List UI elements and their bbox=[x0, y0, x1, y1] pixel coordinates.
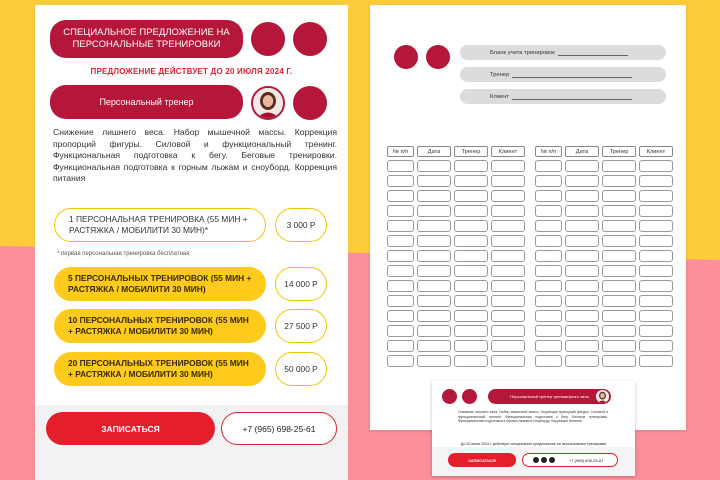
log-cell[interactable] bbox=[602, 295, 636, 307]
log-cell[interactable] bbox=[387, 220, 414, 232]
log-cell[interactable] bbox=[387, 190, 414, 202]
log-cell[interactable] bbox=[454, 175, 488, 187]
log-cell[interactable] bbox=[491, 250, 525, 262]
col-header-trainer: Тренер bbox=[454, 146, 488, 157]
log-cell[interactable] bbox=[491, 295, 525, 307]
log-cell[interactable] bbox=[387, 325, 414, 337]
log-cell[interactable] bbox=[639, 355, 673, 367]
trainer-photo-icon bbox=[596, 390, 609, 403]
log-cell[interactable] bbox=[639, 160, 673, 172]
log-cell[interactable] bbox=[602, 265, 636, 277]
card-phone-number: +7 (965) 698-25-61 bbox=[569, 457, 604, 463]
log-cell[interactable] bbox=[491, 220, 525, 232]
log-cell[interactable] bbox=[387, 355, 414, 367]
log-cell[interactable] bbox=[454, 325, 488, 337]
package-5-title: 5 ПЕРСОНАЛЬНЫХ ТРЕНИРОВОК (55 МИН + РАСТЯЖКА / МОБИЛИТИ 30 МИН) bbox=[54, 267, 266, 301]
card-avatar bbox=[595, 389, 610, 404]
col-header-client: Клиент bbox=[639, 146, 673, 157]
log-trainer-field[interactable] bbox=[460, 67, 666, 82]
log-cell[interactable] bbox=[565, 205, 599, 217]
offer-deadline: ПРЕДЛОЖЕНИЕ ДЕЙСТВУЕТ ДО 20 ИЮЛЯ 2024 Г. bbox=[90, 67, 293, 76]
log-cell[interactable] bbox=[491, 310, 525, 322]
vk-icon[interactable] bbox=[541, 457, 547, 463]
log-cell[interactable] bbox=[454, 160, 488, 172]
log-cell[interactable] bbox=[491, 160, 525, 172]
signup-button[interactable]: ЗАПИСАТЬСЯ bbox=[46, 412, 215, 445]
log-cell[interactable] bbox=[565, 220, 599, 232]
log-cell[interactable] bbox=[639, 235, 673, 247]
log-cell[interactable] bbox=[565, 355, 599, 367]
log-cell[interactable] bbox=[535, 325, 562, 337]
footnote: * первая персональная тренировка бесплатная bbox=[57, 251, 190, 257]
decor-circle bbox=[251, 22, 285, 56]
log-title-field bbox=[460, 45, 666, 60]
log-cell[interactable] bbox=[535, 190, 562, 202]
log-cell[interactable] bbox=[491, 235, 525, 247]
log-cell[interactable] bbox=[602, 235, 636, 247]
log-cell[interactable] bbox=[602, 325, 636, 337]
log-cell[interactable] bbox=[535, 205, 562, 217]
training-log-sheet bbox=[370, 5, 686, 430]
log-cell[interactable] bbox=[454, 340, 488, 352]
col-header-client: Клиент bbox=[491, 146, 525, 157]
log-cell[interactable] bbox=[565, 190, 599, 202]
log-cell[interactable] bbox=[639, 205, 673, 217]
log-cell[interactable] bbox=[565, 340, 599, 352]
log-cell[interactable] bbox=[639, 265, 673, 277]
col-header-trainer: Тренер bbox=[602, 146, 636, 157]
log-cell[interactable] bbox=[602, 340, 636, 352]
package-1-title: 1 ПЕРСОНАЛЬНАЯ ТРЕНИРОВКА (55 МИН + РАСТЯЖКА / МОБИЛИТИ 30 МИН)* bbox=[54, 208, 266, 242]
offer-title: СПЕЦИАЛЬНОЕ ПРЕДЛОЖЕНИЕ НА ПЕРСОНАЛЬНЫЕ ТРЕНИРОВКИ bbox=[50, 20, 243, 58]
log-table-right bbox=[535, 146, 673, 367]
log-cell[interactable] bbox=[602, 160, 636, 172]
log-cell[interactable] bbox=[602, 190, 636, 202]
trainer-avatar bbox=[251, 86, 285, 120]
log-cell[interactable] bbox=[417, 295, 451, 307]
log-cell[interactable] bbox=[417, 220, 451, 232]
log-cell[interactable] bbox=[491, 355, 525, 367]
log-cell[interactable] bbox=[454, 250, 488, 262]
log-cell[interactable] bbox=[535, 295, 562, 307]
col-header-number: № п/п bbox=[387, 146, 414, 157]
decor-circle bbox=[426, 45, 450, 69]
log-cell[interactable] bbox=[535, 280, 562, 292]
log-cell[interactable] bbox=[639, 190, 673, 202]
log-cell[interactable] bbox=[387, 295, 414, 307]
phone-button[interactable]: +7 (965) 698-25-61 bbox=[221, 412, 337, 445]
log-cell[interactable] bbox=[454, 355, 488, 367]
log-table-left bbox=[387, 146, 525, 367]
log-cell[interactable] bbox=[417, 325, 451, 337]
log-cell[interactable] bbox=[491, 280, 525, 292]
card-phone-button[interactable] bbox=[522, 453, 618, 467]
card-signup-button[interactable]: ЗАПИСАТЬСЯ bbox=[448, 453, 516, 467]
col-header-date: Дата bbox=[417, 146, 451, 157]
log-cell[interactable] bbox=[387, 235, 414, 247]
log-cell[interactable] bbox=[565, 160, 599, 172]
package-1-price: 3 000 Р bbox=[275, 208, 327, 242]
log-cell[interactable] bbox=[387, 310, 414, 322]
log-cell[interactable] bbox=[454, 220, 488, 232]
log-cell[interactable] bbox=[639, 175, 673, 187]
log-cell[interactable] bbox=[535, 310, 562, 322]
log-cell[interactable] bbox=[491, 175, 525, 187]
log-cell[interactable] bbox=[565, 295, 599, 307]
log-cell[interactable] bbox=[387, 265, 414, 277]
whatsapp-icon[interactable] bbox=[549, 457, 555, 463]
log-cell[interactable] bbox=[417, 235, 451, 247]
log-cell[interactable] bbox=[639, 280, 673, 292]
trainer-photo-icon bbox=[253, 88, 283, 118]
package-5-price: 14 000 Р bbox=[275, 267, 327, 301]
log-cell[interactable] bbox=[535, 250, 562, 262]
log-cell[interactable] bbox=[535, 235, 562, 247]
log-cell[interactable] bbox=[565, 325, 599, 337]
trainer-label: Персональный тренер bbox=[50, 85, 243, 119]
log-cell[interactable] bbox=[602, 220, 636, 232]
log-cell[interactable] bbox=[565, 265, 599, 277]
log-cell[interactable] bbox=[417, 340, 451, 352]
log-cell[interactable] bbox=[639, 295, 673, 307]
log-cell[interactable] bbox=[491, 325, 525, 337]
log-cell[interactable] bbox=[387, 250, 414, 262]
decor-circle bbox=[293, 22, 327, 56]
log-cell[interactable] bbox=[535, 340, 562, 352]
log-cell[interactable] bbox=[491, 205, 525, 217]
card-title: Персональный тренер тренажерного зала bbox=[488, 389, 611, 404]
log-cell[interactable] bbox=[535, 265, 562, 277]
log-cell[interactable] bbox=[454, 235, 488, 247]
business-card bbox=[432, 381, 635, 476]
log-cell[interactable] bbox=[454, 295, 488, 307]
log-cell[interactable] bbox=[535, 220, 562, 232]
log-cell[interactable] bbox=[387, 280, 414, 292]
log-cell[interactable] bbox=[535, 160, 562, 172]
log-trainer-label: Тренер bbox=[490, 71, 510, 78]
services-description: Снижение лишнего веса. Набор мышечной массы. Коррекция пропорций фигуры. Силовой и функциональный тренинг. Функциональная подготовка к бегу. Беговые тренировки. Функциональная подготовка к горным лыжам и сноуборд. Коррекция питания bbox=[53, 127, 337, 184]
log-cell[interactable] bbox=[454, 280, 488, 292]
log-cell[interactable] bbox=[602, 355, 636, 367]
log-client-field[interactable] bbox=[460, 89, 666, 104]
package-20-price: 50 000 Р bbox=[275, 352, 327, 386]
log-cell[interactable] bbox=[602, 205, 636, 217]
log-cell[interactable] bbox=[454, 190, 488, 202]
card-description: Снижение лишнего веса. Набор мышечной массы. Коррекция пропорций фигуры. Силовой и функциональный тренинг. Функциональная подготовка к бегу. Беговые тренировки. Функциональная подготовка к горным лыжам и сноуборду. Коррекция питания bbox=[458, 410, 608, 423]
log-cell[interactable] bbox=[387, 340, 414, 352]
log-cell[interactable] bbox=[454, 310, 488, 322]
log-cell[interactable] bbox=[387, 175, 414, 187]
log-cell[interactable] bbox=[535, 175, 562, 187]
log-cell[interactable] bbox=[639, 340, 673, 352]
log-cell[interactable] bbox=[417, 175, 451, 187]
log-cell[interactable] bbox=[535, 355, 562, 367]
decor-circle bbox=[293, 86, 327, 120]
log-cell[interactable] bbox=[454, 265, 488, 277]
package-10-price: 27 500 Р bbox=[275, 309, 327, 343]
log-cell[interactable] bbox=[454, 205, 488, 217]
log-cell[interactable] bbox=[565, 280, 599, 292]
log-cell[interactable] bbox=[417, 310, 451, 322]
log-cell[interactable] bbox=[417, 190, 451, 202]
promo-flyer bbox=[35, 5, 348, 480]
decor-circle bbox=[462, 389, 477, 404]
log-cell[interactable] bbox=[639, 220, 673, 232]
log-cell[interactable] bbox=[417, 355, 451, 367]
log-cell[interactable] bbox=[417, 205, 451, 217]
log-client-label: Клиент bbox=[490, 93, 510, 100]
log-cell[interactable] bbox=[639, 325, 673, 337]
log-title-label: Бланк учета тренировок bbox=[490, 49, 555, 56]
log-cell[interactable] bbox=[417, 250, 451, 262]
log-cell[interactable] bbox=[602, 280, 636, 292]
log-cell[interactable] bbox=[602, 175, 636, 187]
log-cell[interactable] bbox=[565, 310, 599, 322]
log-cell[interactable] bbox=[491, 265, 525, 277]
log-cell[interactable] bbox=[602, 310, 636, 322]
col-header-date: Дата bbox=[565, 146, 599, 157]
log-cell[interactable] bbox=[417, 160, 451, 172]
log-cell[interactable] bbox=[602, 250, 636, 262]
log-cell[interactable] bbox=[387, 160, 414, 172]
log-cell[interactable] bbox=[491, 190, 525, 202]
card-offer: До 20 июля 2024 г. действует специальное предложение на персональные тренировки bbox=[460, 442, 607, 446]
log-cell[interactable] bbox=[639, 310, 673, 322]
decor-circle bbox=[442, 389, 457, 404]
log-cell[interactable] bbox=[417, 265, 451, 277]
col-header-number: № п/п bbox=[535, 146, 562, 157]
log-cell[interactable] bbox=[565, 175, 599, 187]
telegram-icon[interactable] bbox=[533, 457, 539, 463]
log-cell[interactable] bbox=[565, 235, 599, 247]
log-cell[interactable] bbox=[565, 250, 599, 262]
decor-circle bbox=[394, 45, 418, 69]
package-10-title: 10 ПЕРСОНАЛЬНЫХ ТРЕНИРОВОК (55 МИН + РАСТЯЖКА / МОБИЛИТИ 30 МИН) bbox=[54, 309, 266, 343]
log-cell[interactable] bbox=[491, 340, 525, 352]
log-cell[interactable] bbox=[387, 205, 414, 217]
log-cell[interactable] bbox=[639, 250, 673, 262]
package-20-title: 20 ПЕРСОНАЛЬНЫХ ТРЕНИРОВОК (55 МИН + РАСТЯЖКА / МОБИЛИТИ 30 МИН) bbox=[54, 352, 266, 386]
log-cell[interactable] bbox=[417, 280, 451, 292]
